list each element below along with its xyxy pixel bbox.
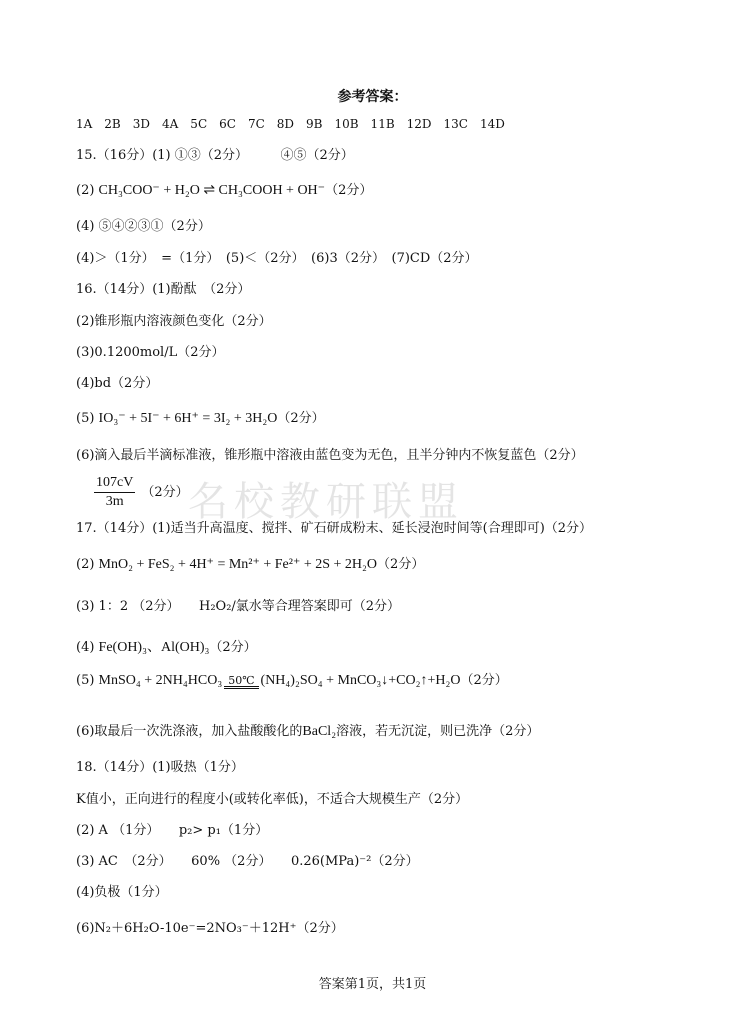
q17-line-6-suffix: 溶液，若无沉淀，则已洗净（2分） bbox=[336, 724, 540, 739]
watermark: 名校教研联盟 bbox=[188, 479, 464, 525]
q17-reactants: MnSO₄ + 2NH₄HCO₃ bbox=[98, 673, 223, 688]
q18-line-6: (6)N₂＋6H₂O-10e⁻=2NO₃⁻＋12H⁺（2分） bbox=[76, 921, 344, 936]
q17-products: (NH₄)₂SO₄ + MnCO₃↓+CO₂↑+H₂O bbox=[260, 673, 461, 688]
q16-equation: IO₃⁻ + 5I⁻ + 6H⁺ = 3I₂ + 3H₂O bbox=[98, 411, 278, 426]
q18-line-1: 18.（14分）(1)吸热（1分） bbox=[76, 760, 244, 775]
q17-line-4 bbox=[76, 639, 257, 657]
q17-bacl2: BaCl₂ bbox=[302, 724, 337, 739]
q15-line-2-prefix: (2) bbox=[76, 183, 99, 198]
q17-line-2 bbox=[76, 556, 424, 574]
q15-line-2-score: （2分） bbox=[325, 183, 373, 198]
q17-line-5-prefix: (5) bbox=[76, 673, 99, 688]
q17-line-6 bbox=[76, 723, 539, 741]
q15-line-1: 15.（16分）(1) ①③（2分） ④⑤（2分） bbox=[76, 148, 354, 163]
q16-line-5-prefix: (5) bbox=[76, 411, 99, 426]
q16-line-5 bbox=[76, 410, 325, 428]
fraction-numerator: 107cV bbox=[94, 474, 135, 493]
q16-line-6: (6)滴入最后半滴标准液，锥形瓶中溶液由蓝色变为无色，且半分钟内不恢复蓝色（2分） bbox=[76, 448, 584, 463]
page-title: 参考答案： bbox=[337, 89, 408, 105]
q17-line-2-score: （2分） bbox=[377, 557, 425, 572]
q18-line-5: (4)负极（1分） bbox=[76, 885, 168, 900]
q18-line-2: K值小，正向进行的程度小(或转化率低)，不适合大规模生产（2分） bbox=[76, 792, 469, 807]
q16-line-7-score: （2分） bbox=[141, 485, 189, 500]
q16-line-2: (2)锥形瓶内溶液颜色变化（2分） bbox=[76, 314, 272, 329]
fraction-denominator: 3m bbox=[105, 494, 124, 509]
q17-line-4-score: （2分） bbox=[209, 640, 257, 655]
q17-line-3: (3) 1：2 （2分） H₂O₂/氯水等合理答案即可（2分） bbox=[76, 599, 401, 614]
q16-fraction bbox=[94, 474, 135, 511]
q17-line-1: 17.（14分）(1)适当升高温度、搅拌、矿石研成粉末、延长浸泡时间等(合理即可)（2分） bbox=[76, 521, 593, 536]
q18-line-4: (3) AC （2分） 60% （2分） 0.26(MPa)⁻²（2分） bbox=[76, 854, 419, 869]
q15-line-3: (4) ⑤④②③①（2分） bbox=[76, 219, 211, 234]
q16-line-5-score: （2分） bbox=[277, 411, 325, 426]
q16-line-1: 16.（14分）(1)酚酞 （2分） bbox=[76, 282, 251, 297]
page-footer: 答案第1页，共1页 bbox=[318, 977, 427, 992]
q17-hydroxides: Fe(OH)₃、Al(OH)₃ bbox=[98, 640, 210, 655]
q15-line-2 bbox=[76, 182, 372, 200]
reaction-condition bbox=[222, 675, 260, 689]
q15-line-4: (4)＞（1分） =（1分） (5)＜（2分） (6)3（2分） (7)CD（2分） bbox=[76, 251, 478, 266]
q17-line-4-prefix: (4) bbox=[76, 640, 99, 655]
q16-line-3: (3)0.1200mol/L（2分） bbox=[76, 345, 225, 360]
q17-equation: MnO₂ + FeS₂ + 4H⁺ = Mn²⁺ + Fe²⁺ + 2S + 2H₂O bbox=[98, 557, 378, 572]
q16-line-7 bbox=[94, 474, 189, 511]
q17-line-5-score: （2分） bbox=[460, 673, 508, 688]
q16-line-4: (4)bd（2分） bbox=[76, 376, 159, 391]
mc-answers: 1A 2B 3D 4A 5C 6C 7C 8D 9B 10B 11B 12D 13C 14D bbox=[76, 117, 505, 131]
q17-line-5 bbox=[76, 672, 508, 690]
condition-temperature: 50℃ bbox=[224, 675, 258, 689]
q15-equation: CH₃COO⁻ + H₂O ⇌ CH₃COOH + OH⁻ bbox=[98, 183, 326, 198]
q17-line-6-prefix: (6)取最后一次洗涤液，加入盐酸酸化的 bbox=[76, 724, 303, 739]
q18-line-3: (2) A （1分） p₂> p₁（1分） bbox=[76, 823, 269, 838]
q17-line-2-prefix: (2) bbox=[76, 557, 99, 572]
